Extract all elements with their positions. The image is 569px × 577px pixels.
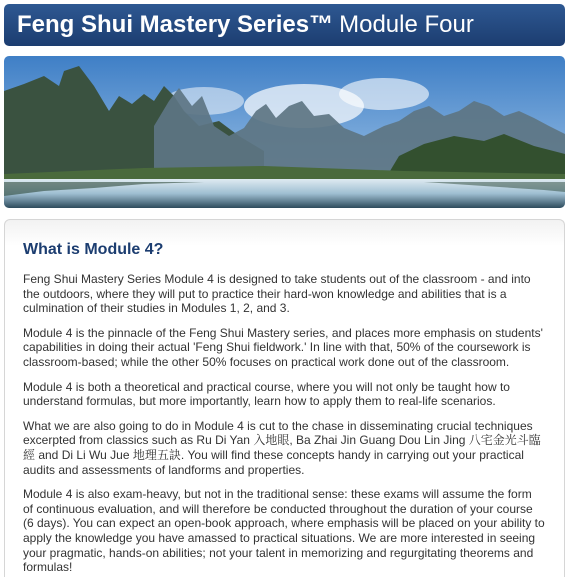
paragraph-intro: Feng Shui Mastery Series Module 4 is designed to take students out of the classroom - and into the outdoors, where they will put to practice their hard-won knowledge and abilities that is a culmination of their studies in Modules 1, 2, and 3.	[23, 272, 531, 316]
paragraph-pinnacle: Module 4 is the pinnacle of the Feng Shui Mastery series, and places more emphasis on students' capabilities in doing their actual 'Feng Shui fieldwork.' In line with that, 50% of the coursework is classroom-based; while the other 50% focuses on practical work done out of the classroom.	[23, 325, 543, 369]
banner-image	[4, 56, 565, 208]
paragraph-theory-practice: Module 4 is both a theoretical and practical course, where you will not only be taught how to understand formulas, but more importantly, learn how to apply them to real-life scenarios.	[23, 379, 510, 409]
section-heading: What is Module 4?	[23, 241, 164, 258]
karst-river-landscape-icon	[4, 56, 565, 208]
paragraph-exams: Module 4 is also exam-heavy, but not in the traditional sense: these exams will assume the form of continuous evaluation, and will therefore be conducted throughout the duration of your course (6 days). You can expect an open-book approach, where emphasis will be placed on your ability to apply the knowledge you have amassed to practical situations. We are more interested in seeing your pragmatic, hands-on abilities; not your talent in memorizing and regurgitating theorems and formulas!	[23, 487, 545, 575]
module-info-panel	[4, 219, 565, 577]
page-title-bar	[4, 4, 565, 46]
page-title-series: Feng Shui Mastery Series™	[17, 11, 334, 38]
paragraph-classics: What we are also going to do in Module 4 is cut to the chase in disseminating crucial techniques excerpted from classics such as Ru Di Yan 入地眼, Ba Zhai Jin Guang Dou Lin Jing 八宅金光斗臨經 and Di Li Wu Jue 地理五訣. You will find these concepts handy in carrying out your practical audits and assessments of landforms and properties.	[23, 418, 541, 477]
page-title-module: Module Four	[339, 11, 474, 38]
